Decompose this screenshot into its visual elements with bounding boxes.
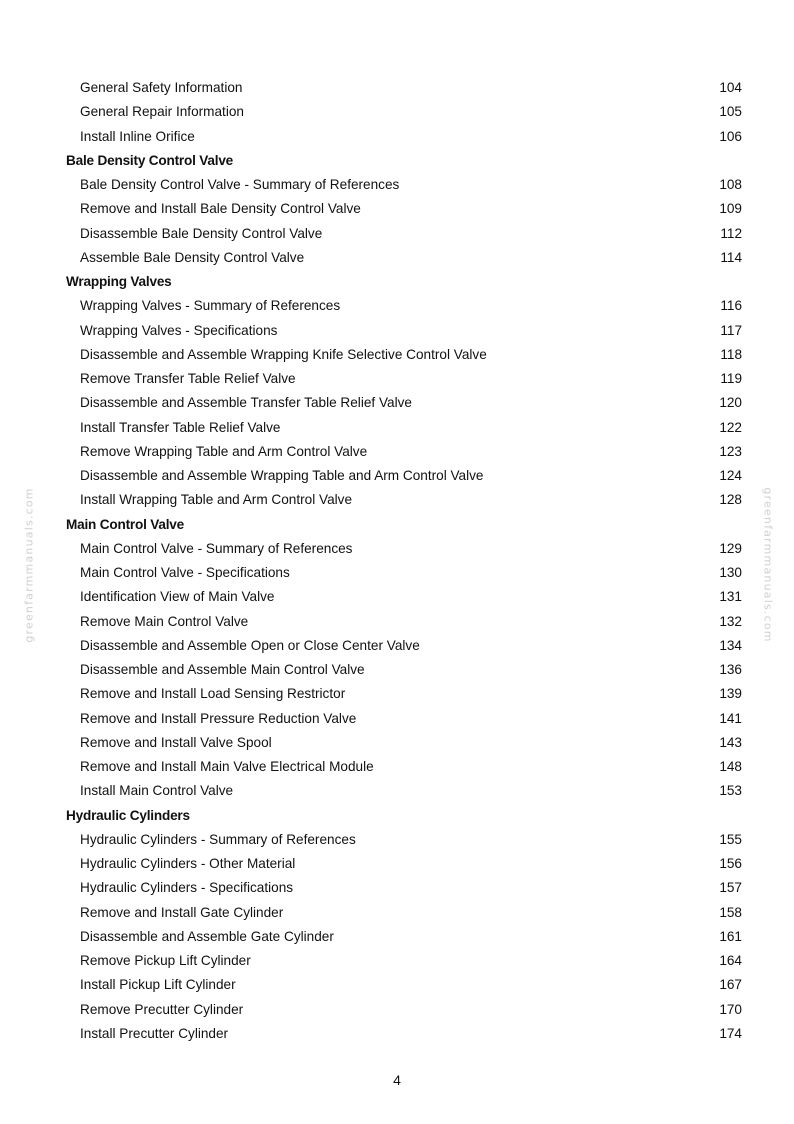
toc-title: Disassemble and Assemble Gate Cylinder bbox=[80, 928, 334, 944]
toc-page-number: 114 bbox=[720, 249, 742, 265]
toc-section-heading bbox=[66, 513, 746, 537]
toc-page-number: 117 bbox=[720, 322, 742, 338]
toc-page-number: 158 bbox=[719, 904, 742, 920]
toc-title: Install Main Control Valve bbox=[80, 783, 234, 799]
toc-title: Bale Density Control Valve - Summary of References bbox=[80, 177, 400, 192]
toc-title: Remove Precutter Cylinder bbox=[80, 1001, 244, 1017]
toc-entry[interactable] bbox=[66, 488, 746, 512]
toc-page-number: 129 bbox=[719, 540, 742, 556]
toc-page-number: 167 bbox=[719, 977, 742, 993]
toc-entry[interactable] bbox=[66, 125, 746, 149]
toc-title: Remove Transfer Table Relief Valve bbox=[80, 371, 296, 386]
toc-page-number bbox=[742, 149, 746, 173]
toc-title: Install Inline Orifice bbox=[80, 128, 195, 144]
toc-entry[interactable] bbox=[66, 222, 746, 246]
toc-title: Hydraulic Cylinders - Specifications bbox=[80, 880, 294, 896]
toc-entry[interactable] bbox=[66, 246, 746, 270]
toc-title: Remove Wrapping Table and Arm Control Valve bbox=[80, 443, 368, 459]
toc-entry[interactable] bbox=[66, 464, 746, 488]
toc-page-number: 141 bbox=[719, 710, 742, 726]
toc-page-number: 148 bbox=[719, 759, 742, 774]
toc-title: Disassemble and Assemble Wrapping Table and Arm Control Valve bbox=[80, 468, 484, 483]
toc-title: Remove Main Control Valve bbox=[80, 613, 249, 629]
toc-section-heading bbox=[66, 149, 746, 173]
toc-page-number: 161 bbox=[719, 928, 742, 944]
watermark-right: greenfarmmanuals.com bbox=[761, 487, 775, 643]
toc-entry[interactable] bbox=[66, 876, 746, 900]
toc-entry[interactable] bbox=[66, 585, 746, 609]
watermark-left: greenfarmmanuals.com bbox=[22, 487, 36, 643]
toc-page-number: 130 bbox=[719, 565, 742, 580]
toc-entry[interactable] bbox=[66, 925, 746, 949]
toc-page-number: 128 bbox=[719, 492, 742, 508]
toc-page-number: 139 bbox=[719, 686, 742, 702]
toc-title: Main Control Valve - Summary of References bbox=[80, 540, 353, 556]
toc-title: Remove and Install Valve Spool bbox=[80, 734, 272, 750]
toc-title: Wrapping Valves - Specifications bbox=[80, 322, 278, 338]
toc-entry[interactable] bbox=[66, 973, 746, 997]
toc-page-number: 155 bbox=[719, 831, 742, 847]
toc-page-number: 156 bbox=[719, 856, 742, 871]
toc-title: Remove and Install Load Sensing Restrictor bbox=[80, 686, 346, 702]
toc-title: Remove Pickup Lift Cylinder bbox=[80, 953, 251, 968]
toc-entry[interactable] bbox=[66, 998, 746, 1022]
toc-title: Remove and Install Gate Cylinder bbox=[80, 904, 284, 920]
toc-entry[interactable] bbox=[66, 416, 746, 440]
toc-title: Disassemble and Assemble Transfer Table Relief Valve bbox=[80, 395, 412, 411]
toc-entry[interactable] bbox=[66, 173, 746, 197]
toc-page-number: 109 bbox=[719, 201, 742, 217]
toc-entry[interactable] bbox=[66, 755, 746, 779]
toc-entry[interactable] bbox=[66, 440, 746, 464]
toc-entry[interactable] bbox=[66, 852, 746, 876]
toc-page-number: 143 bbox=[719, 734, 742, 750]
toc-title: Install Transfer Table Relief Valve bbox=[80, 419, 281, 435]
toc-entry[interactable] bbox=[66, 828, 746, 852]
toc-page-number: 119 bbox=[720, 371, 742, 386]
toc-entry[interactable] bbox=[66, 197, 746, 221]
toc-page-number: 116 bbox=[720, 298, 742, 314]
toc-title: Remove and Install Main Valve Electrical Module bbox=[80, 759, 374, 774]
table-of-contents bbox=[66, 76, 746, 1046]
toc-entry[interactable] bbox=[66, 100, 746, 124]
toc-page-number: 174 bbox=[719, 1025, 742, 1041]
toc-page-number bbox=[742, 804, 746, 828]
toc-entry[interactable] bbox=[66, 367, 746, 391]
toc-page-number: 112 bbox=[720, 225, 742, 241]
toc-entry[interactable] bbox=[66, 294, 746, 318]
toc-entry[interactable] bbox=[66, 391, 746, 415]
toc-section-heading bbox=[66, 270, 746, 294]
toc-entry[interactable] bbox=[66, 561, 746, 585]
toc-page-number: 120 bbox=[719, 395, 742, 411]
toc-page-number: 108 bbox=[719, 177, 742, 192]
toc-page-number bbox=[742, 270, 746, 294]
toc-page-number bbox=[742, 513, 746, 537]
toc-page-number: 134 bbox=[719, 637, 742, 653]
toc-title: Install Precutter Cylinder bbox=[80, 1025, 229, 1041]
toc-entry[interactable] bbox=[66, 537, 746, 561]
toc-title: Assemble Bale Density Control Valve bbox=[80, 249, 305, 265]
toc-entry[interactable] bbox=[66, 319, 746, 343]
toc-title: Hydraulic Cylinders bbox=[66, 807, 190, 823]
toc-page-number: 136 bbox=[719, 662, 742, 677]
toc-title: Hydraulic Cylinders - Summary of References bbox=[80, 831, 356, 847]
toc-title: Wrapping Valves bbox=[66, 274, 172, 289]
toc-title: Install Wrapping Table and Arm Control Valve bbox=[80, 492, 353, 508]
toc-title: General Repair Information bbox=[80, 104, 244, 120]
toc-entry[interactable] bbox=[66, 658, 746, 682]
toc-entry[interactable] bbox=[66, 343, 746, 367]
toc-title: Disassemble and Assemble Open or Close Center Valve bbox=[80, 637, 420, 653]
toc-entry[interactable] bbox=[66, 901, 746, 925]
toc-title: Main Control Valve - Specifications bbox=[80, 565, 290, 580]
toc-entry[interactable] bbox=[66, 610, 746, 634]
toc-title: Disassemble and Assemble Wrapping Knife Selective Control Valve bbox=[80, 346, 487, 362]
toc-entry[interactable] bbox=[66, 634, 746, 658]
toc-title: General Safety Information bbox=[80, 80, 243, 95]
toc-title: Main Control Valve bbox=[66, 516, 185, 532]
toc-section-heading bbox=[66, 804, 746, 828]
toc-page-number: 132 bbox=[719, 613, 742, 629]
toc-entry[interactable] bbox=[66, 682, 746, 706]
toc-page-number: 131 bbox=[719, 589, 742, 605]
toc-entry[interactable] bbox=[66, 949, 746, 973]
toc-entry[interactable] bbox=[66, 76, 746, 100]
toc-page-number: 157 bbox=[719, 880, 742, 896]
toc-title: Identification View of Main Valve bbox=[80, 589, 275, 605]
toc-page-number: 153 bbox=[719, 783, 742, 799]
toc-page-number: 164 bbox=[719, 953, 742, 968]
toc-page-number: 106 bbox=[719, 128, 742, 144]
toc-entry[interactable] bbox=[66, 731, 746, 755]
toc-title: Wrapping Valves - Summary of References bbox=[80, 298, 341, 314]
page-number: 4 bbox=[393, 1072, 401, 1088]
toc-title: Disassemble Bale Density Control Valve bbox=[80, 225, 323, 241]
toc-title: Bale Density Control Valve bbox=[66, 152, 234, 168]
toc-title: Remove and Install Bale Density Control Valve bbox=[80, 201, 361, 217]
toc-title: Hydraulic Cylinders - Other Material bbox=[80, 856, 296, 871]
toc-page-number: 124 bbox=[719, 468, 742, 483]
toc-entry[interactable] bbox=[66, 1022, 746, 1046]
toc-page-number: 104 bbox=[719, 80, 742, 95]
toc-page-number: 170 bbox=[719, 1001, 742, 1017]
toc-entry[interactable] bbox=[66, 707, 746, 731]
toc-entry[interactable] bbox=[66, 779, 746, 803]
toc-title: Remove and Install Pressure Reduction Valve bbox=[80, 710, 357, 726]
toc-title: Install Pickup Lift Cylinder bbox=[80, 977, 236, 993]
toc-page-number: 105 bbox=[719, 104, 742, 120]
toc-title: Disassemble and Assemble Main Control Valve bbox=[80, 662, 365, 677]
toc-page-number: 118 bbox=[720, 346, 742, 362]
toc-page-number: 123 bbox=[719, 443, 742, 459]
toc-page-number: 122 bbox=[719, 419, 742, 435]
